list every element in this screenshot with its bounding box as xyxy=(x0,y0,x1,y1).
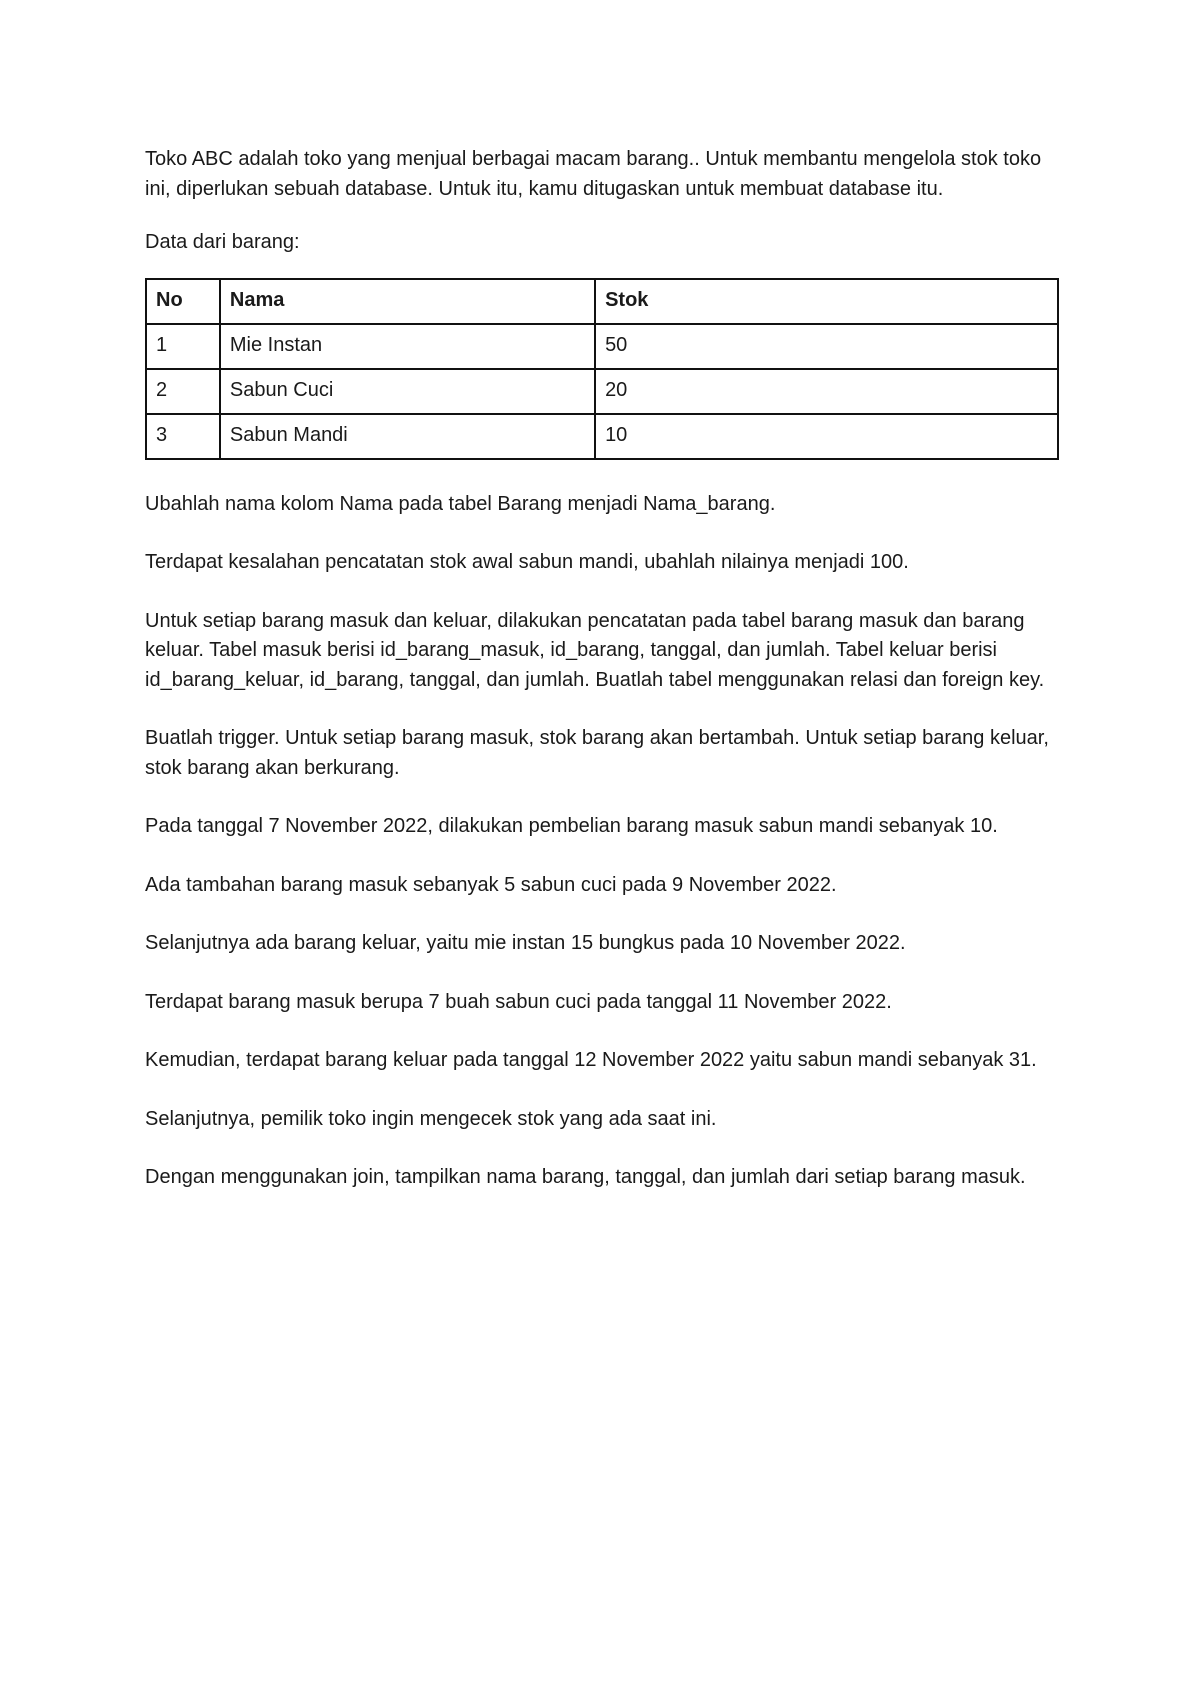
cell-no: 2 xyxy=(146,369,220,414)
table-row xyxy=(146,369,1058,414)
paragraph-join-query: Dengan menggunakan join, tampilkan nama barang, tanggal, dan jumlah dari setiap barang masuk. xyxy=(145,1166,1026,1188)
paragraph-transaction-1: Pada tanggal 7 November 2022, dilakukan pembelian barang masuk sabun mandi sebanyak 10. xyxy=(145,815,998,837)
paragraph-fix-stock: Terdapat kesalahan pencatatan stok awal sabun mandi, ubahlah nilainya menjadi 100. xyxy=(145,551,909,573)
paragraph-trigger: Buatlah trigger. Untuk setiap barang masuk, stok barang akan bertambah. Untuk setiap barang keluar, stok barang akan berkurang. xyxy=(145,727,1049,779)
cell-no: 3 xyxy=(146,414,220,459)
cell-no: 1 xyxy=(146,324,220,369)
paragraph-create-tables: Untuk setiap barang masuk dan keluar, dilakukan pencatatan pada tabel barang masuk dan barang keluar. Tabel masuk berisi id_barang_masuk, id_barang, tanggal, dan jumlah. Tabel keluar berisi id_barang_keluar, id_barang, tanggal, dan jumlah. Buatlah tabel menggunakan relasi dan foreign key. xyxy=(145,609,1045,691)
paragraph-check-stock: Selanjutnya, pemilik toko ingin mengecek stok yang ada saat ini. xyxy=(145,1107,717,1130)
paragraph-transaction-3: Selanjutnya ada barang keluar, yaitu mie instan 15 bungkus pada 10 November 2022. xyxy=(145,932,906,954)
table-row xyxy=(146,324,1058,369)
cell-stok: 50 xyxy=(595,324,1058,369)
table-row xyxy=(146,414,1058,459)
cell-nama: Sabun Cuci xyxy=(220,369,595,414)
paragraph-transaction-4: Terdapat barang masuk berupa 7 buah sabun cuci pada tanggal 11 November 2022. xyxy=(145,990,892,1013)
data-label: Data dari barang: xyxy=(145,231,300,253)
cell-nama: Mie Instan xyxy=(220,324,595,369)
cell-stok: 20 xyxy=(595,369,1058,414)
table-header-row xyxy=(146,279,1058,324)
intro-paragraph: Toko ABC adalah toko yang menjual berbagai macam barang.. Untuk membantu mengelola stok toko ini, diperlukan sebuah database. Untuk itu, kamu ditugaskan untuk membuat database itu. xyxy=(145,148,1042,200)
barang-table xyxy=(145,278,1059,460)
document-page xyxy=(145,145,1065,1222)
cell-stok: 10 xyxy=(595,414,1058,459)
header-nama: Nama xyxy=(220,279,595,324)
paragraph-transaction-2: Ada tambahan barang masuk sebanyak 5 sabun cuci pada 9 November 2022. xyxy=(145,873,837,896)
cell-nama: Sabun Mandi xyxy=(220,414,595,459)
paragraph-rename-column: Ubahlah nama kolom Nama pada tabel Barang menjadi Nama_barang. xyxy=(145,492,776,515)
header-no: No xyxy=(146,279,220,324)
header-stok: Stok xyxy=(595,279,1058,324)
paragraph-transaction-5: Kemudian, terdapat barang keluar pada tanggal 12 November 2022 yaitu sabun mandi sebanyak 31. xyxy=(145,1049,1037,1071)
